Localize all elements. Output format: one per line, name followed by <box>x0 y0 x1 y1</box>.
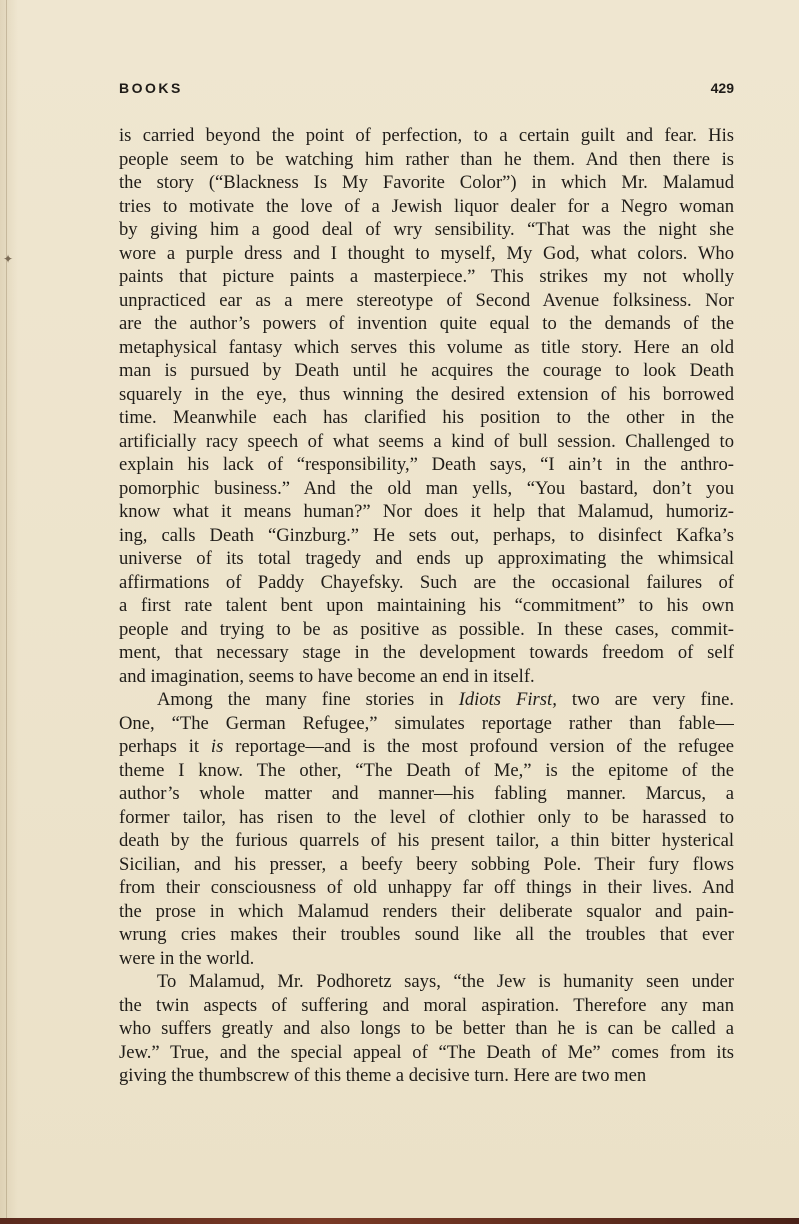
text-line: know what it means human?” Nor does it help that Malamud, humoriz- <box>119 501 734 522</box>
text-line: by giving him a good deal of wry sensibility. “That was the night she <box>119 219 734 240</box>
text-line: metaphysical fantasy which serves this volume as title story. Here an old <box>119 336 734 358</box>
running-head: BOOKS <box>119 80 183 96</box>
text-line: people seem to be watching him rather than he them. And then there is <box>119 148 734 170</box>
text-line: people and trying to be as positive as possible. In these cases, commit- <box>119 618 734 640</box>
text-line: death by the furious quarrels of his present tailor, a thin bitter hysterical <box>119 830 734 851</box>
text-line: To Malamud, Mr. Podhoretz says, “the Jew is humanity seen under <box>157 971 734 992</box>
text-line: tries to motivate the love of a Jewish liquor dealer for a Negro woman <box>119 195 734 217</box>
page-gutter-edge <box>6 0 7 1224</box>
page-number: 429 <box>710 80 734 96</box>
article-body <box>119 124 734 1088</box>
text-line: paints that picture paints a masterpiece.” This strikes my not wholly <box>119 266 734 287</box>
text-line: unpracticed ear as a mere stereotype of Second Avenue folksiness. Nor <box>119 289 734 311</box>
text-line: Sicilian, and his presser, a beefy beery sobbing Pole. Their fury flows <box>119 853 734 875</box>
paragraph <box>119 124 734 688</box>
text-line: pomorphic business.” And the old man yells, “You bastard, don’t you <box>119 477 734 499</box>
text-line: Among the many fine stories in Idiots First, two are very fine. <box>157 689 734 710</box>
text-line: affirmations of Paddy Chayefsky. Such are the occasional failures of <box>119 571 734 593</box>
text-line: the twin aspects of suffering and moral aspiration. Therefore any man <box>119 994 734 1016</box>
paragraph <box>119 688 734 970</box>
text-line: is carried beyond the point of perfection, to a certain guilt and fear. His <box>119 125 734 146</box>
text-line: man is pursued by Death until he acquires the courage to look Death <box>119 360 734 381</box>
text-line: universe of its total tragedy and ends up approximating the whimsical <box>119 548 734 569</box>
text-line: were in the world. <box>119 947 255 969</box>
text-line: a first rate talent bent upon maintaining his “commitment” to his own <box>119 595 734 616</box>
page-bottom-edge <box>0 1218 799 1224</box>
text-line: perhaps it is reportage—and is the most profound version of the refugee <box>119 736 734 757</box>
text-line: former tailor, has risen to the level of clothier only to be harassed to <box>119 806 734 828</box>
text-line: artificially racy speech of what seems a kind of bull session. Challenged to <box>119 430 734 452</box>
tack-icon: ✦ <box>3 252 14 266</box>
text-line: squarely in the eye, thus winning the desired extension of his borrowed <box>119 383 734 405</box>
text-line: giving the thumbscrew of this theme a decisive turn. Here are two men <box>119 1065 647 1086</box>
text-line: author’s whole matter and manner—his fabling manner. Marcus, a <box>119 783 734 804</box>
text-line: theme I know. The other, “The Death of Me,” is the epitome of the <box>119 759 734 781</box>
text-line: who suffers greatly and also longs to be better than he is can be called a <box>119 1018 734 1039</box>
text-line: time. Meanwhile each has clarified his position to the other in the <box>119 407 734 428</box>
text-line: and imagination, seems to have become an end in itself. <box>119 665 535 687</box>
text-line: the prose in which Malamud renders their deliberate squalor and pain- <box>119 900 734 922</box>
page-header <box>119 80 734 104</box>
text-line: are the author’s powers of invention quite equal to the demands of the <box>119 313 734 334</box>
text-line: ing, calls Death “Ginzburg.” He sets out, perhaps, to disinfect Kafka’s <box>119 524 734 546</box>
paragraph <box>119 970 734 1088</box>
text-line: One, “The German Refugee,” simulates reportage rather than fable— <box>119 712 734 734</box>
text-line: from their consciousness of old unhappy far off things in their lives. And <box>119 877 734 898</box>
text-line: wrung cries makes their troubles sound like all the troubles that ever <box>119 924 734 945</box>
text-line: wore a purple dress and I thought to myself, My God, what colors. Who <box>119 242 734 264</box>
text-line: Jew.” True, and the special appeal of “The Death of Me” comes from its <box>119 1041 734 1063</box>
text-line: explain his lack of “responsibility,” Death says, “I ain’t in the anthro- <box>119 454 734 475</box>
text-line: ment, that necessary stage in the development towards freedom of self <box>119 642 734 663</box>
text-line: the story (“Blackness Is My Favorite Color”) in which Mr. Malamud <box>119 172 734 193</box>
